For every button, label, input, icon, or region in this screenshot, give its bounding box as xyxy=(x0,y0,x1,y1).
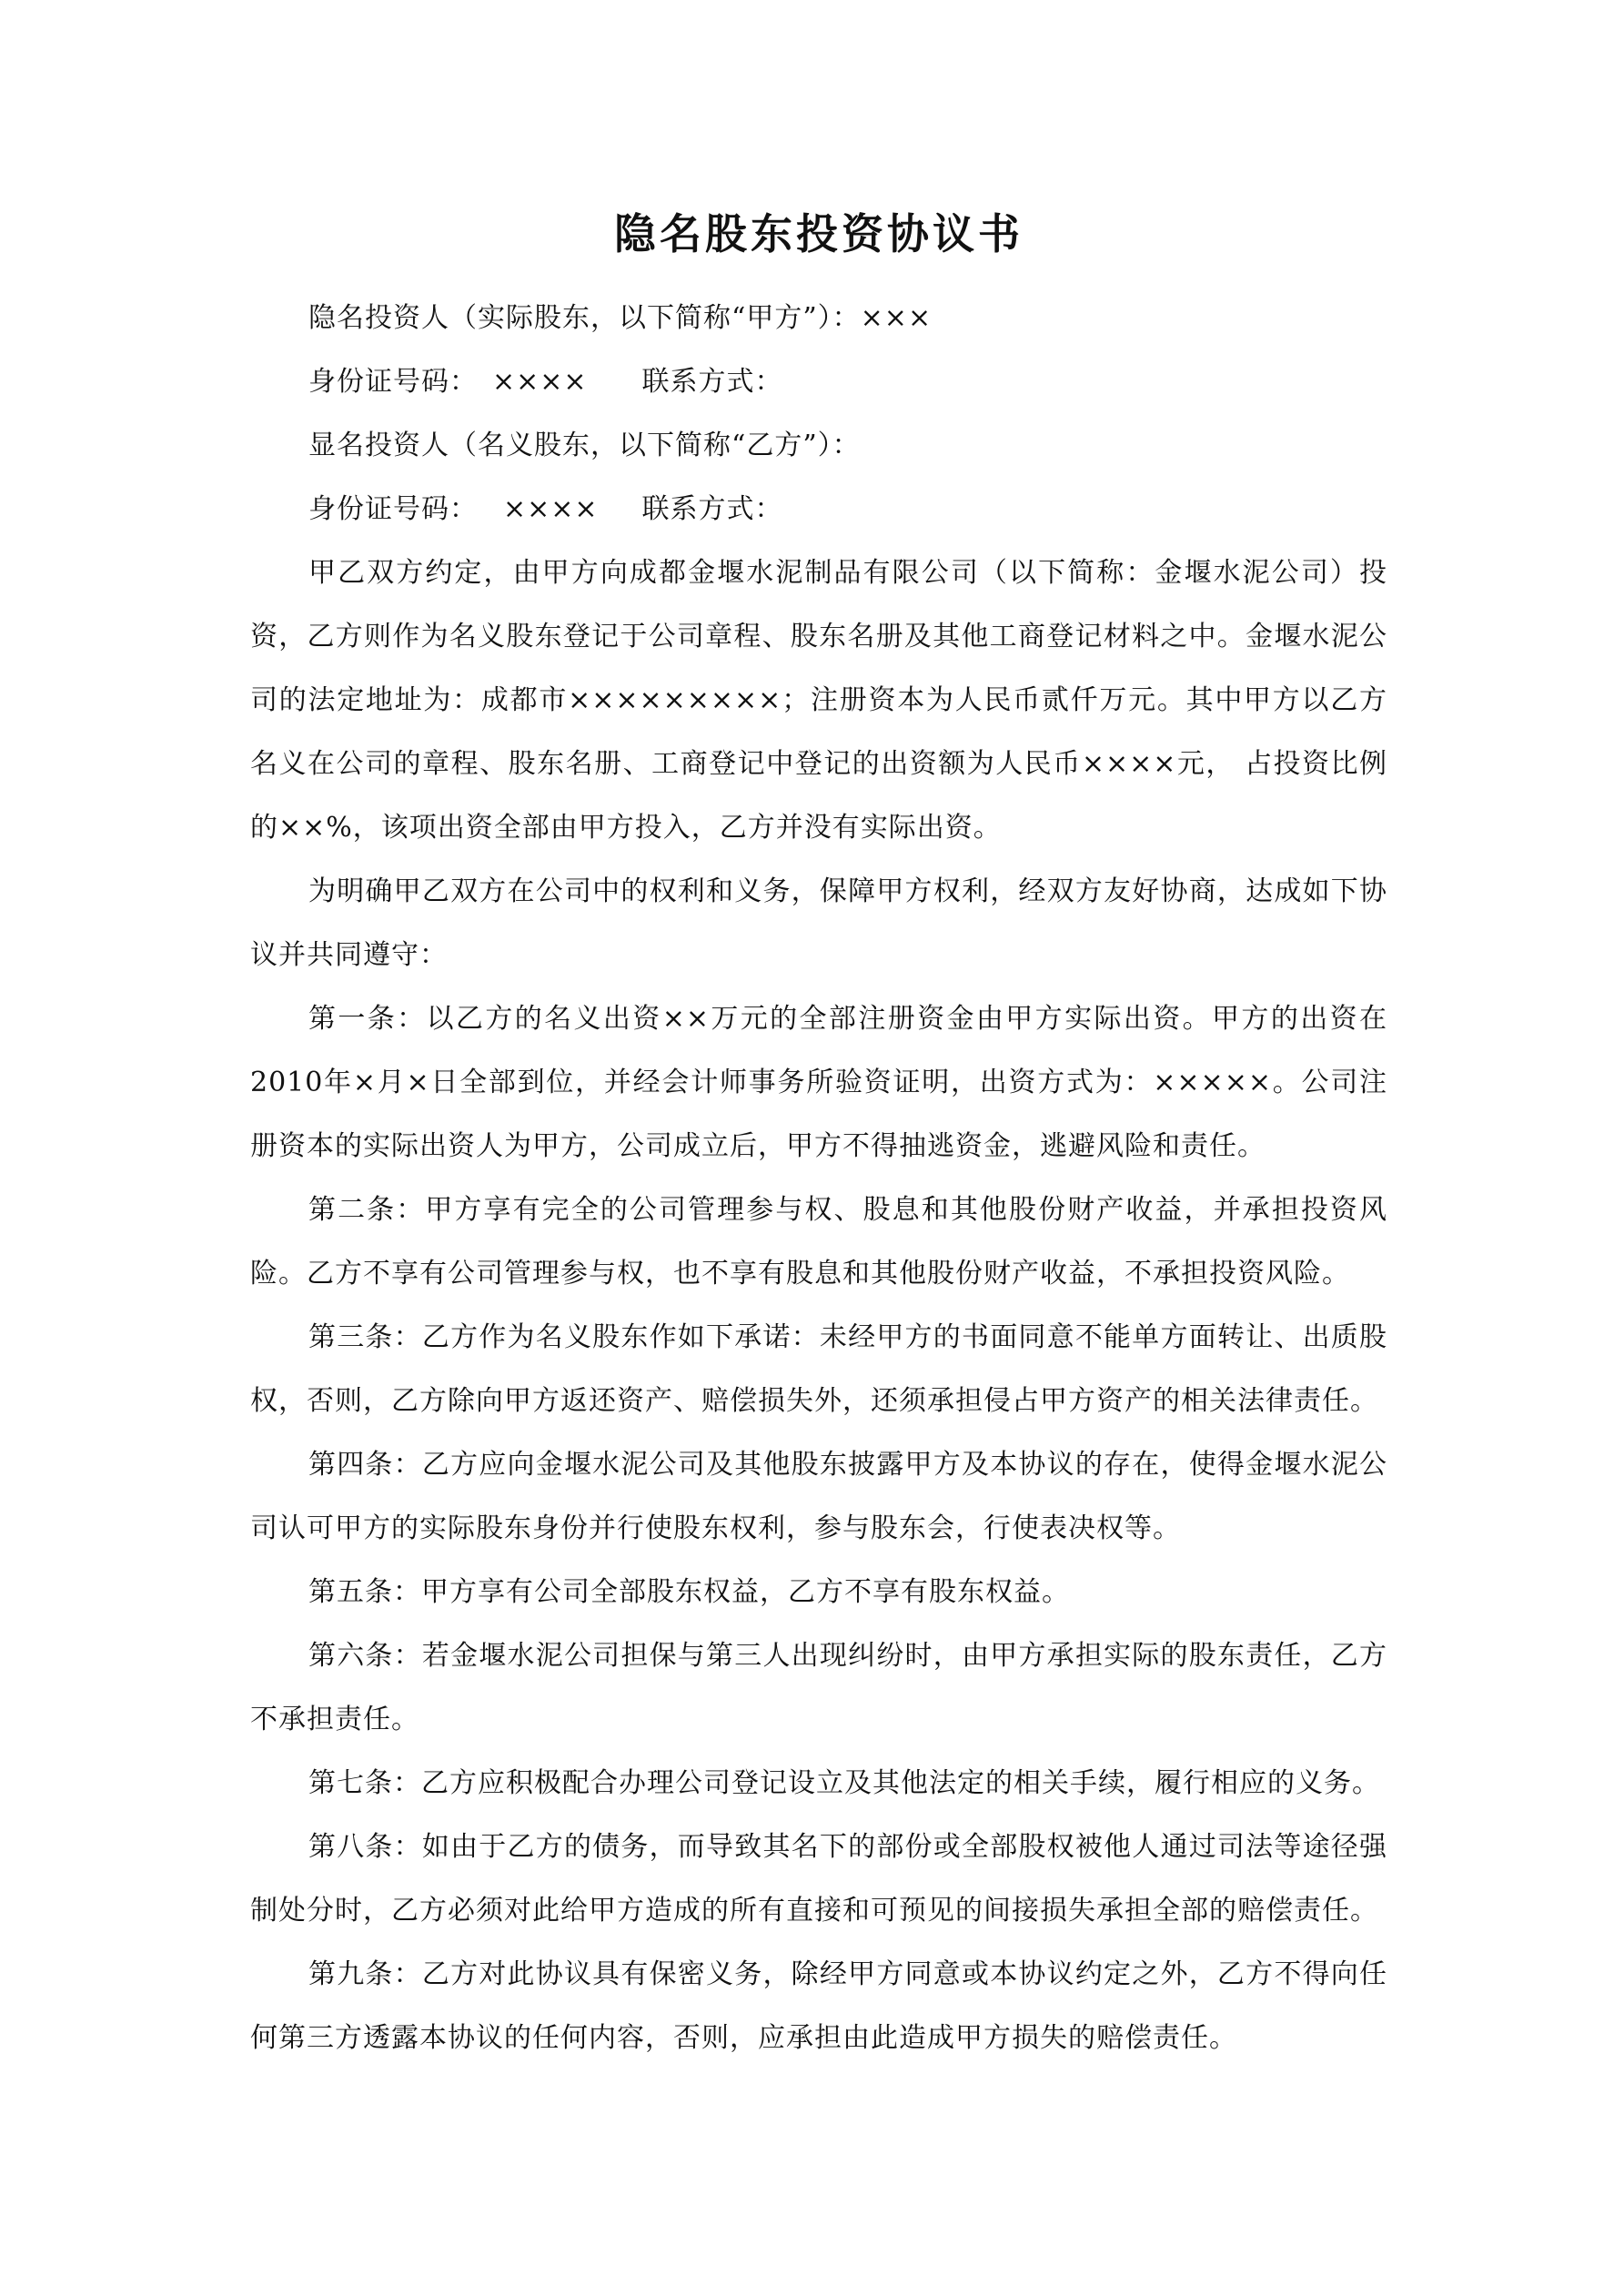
id-label: 身份证号码： xyxy=(308,493,478,525)
document-page xyxy=(250,205,1387,2070)
paragraph: 为明确甲乙双方在公司中的权利和义务，保障甲方权利，经双方友好协商，达成如下协议并共同遵守： xyxy=(250,875,1387,971)
id-value: ×××× xyxy=(503,493,599,525)
article-3: 第三条：乙方作为名义股东作如下承诺：未经甲方的书面同意不能单方面转让、出质股权，否则，乙方除向甲方返还资产、赔偿损失外，还须承担侵占甲方资产的相关法律责任。 xyxy=(250,1321,1387,1417)
party-b-id-line xyxy=(250,478,1387,541)
id-value: ×××× xyxy=(492,366,588,398)
party-a-line: 隐名投资人（实际股东，以下简称“甲方”）：××× xyxy=(308,302,933,334)
document-title: 隐名股东投资协议书 xyxy=(614,209,1024,258)
contact-label: 联系方式： xyxy=(641,493,783,525)
article-6: 第六条：若金堰水泥公司担保与第三人出现纠纷时，由甲方承担实际的股东责任，乙方不承担责任。 xyxy=(250,1640,1387,1735)
article-4: 第四条：乙方应向金堰水泥公司及其他股东披露甲方及本协议的存在，使得金堰水泥公司认可甲方的实际股东身份并行使股东权利，参与股东会，行使表决权等。 xyxy=(250,1449,1387,1544)
article-9: 第九条：乙方对此协议具有保密义务，除经甲方同意或本协议约定之外，乙方不得向任何第三方透露本协议的任何内容，否则，应承担由此造成甲方损失的赔偿责任。 xyxy=(250,1958,1387,2054)
party-b-line: 显名投资人（名义股东，以下简称“乙方”）： xyxy=(308,430,861,461)
article-1: 第一条：以乙方的名义出资××万元的全部注册资金由甲方实际出资。甲方的出资在2010年×月×日全部到位，并经会计师事务所验资证明，出资方式为：×××××。公司注册资本的实际出资人为甲方，公司成立后，甲方不得抽逃资金，逃避风险和责任。 xyxy=(250,1003,1387,1162)
party-a-id-line xyxy=(250,350,1387,414)
contact-label: 联系方式： xyxy=(641,366,783,398)
paragraph: 甲乙双方约定，由甲方向成都金堰水泥制品有限公司（以下简称：金堰水泥公司）投资，乙方则作为名义股东登记于公司章程、股东名册及其他工商登记材料之中。金堰水泥公司的法定地址为：成都市×××××××××；注册资本为人民币贰仟万元。其中甲方以乙方名义在公司的章程、股东名册、工商登记中登记的出资额为人民币××××元， 占投资比例的××%，该项出资全部由甲方投入，乙方并没有实际出资。 xyxy=(250,557,1387,844)
article-7: 第七条：乙方应积极配合办理公司登记设立及其他法定的相关手续，履行相应的义务。 xyxy=(308,1767,1380,1799)
article-5: 第五条：甲方享有公司全部股东权益，乙方不享有股东权益。 xyxy=(308,1576,1070,1608)
article-2: 第二条：甲方享有完全的公司管理参与权、股息和其他股份财产收益，并承担投资风险。乙方不享有公司管理参与权，也不享有股息和其他股份财产收益，不承担投资风险。 xyxy=(250,1194,1387,1290)
article-8: 第八条：如由于乙方的债务，而导致其名下的部份或全部股权被他人通过司法等途径强制处分时，乙方必须对此给甲方造成的所有直接和可预见的间接损失承担全部的赔偿责任。 xyxy=(250,1831,1387,1927)
id-label: 身份证号码： xyxy=(308,366,478,398)
